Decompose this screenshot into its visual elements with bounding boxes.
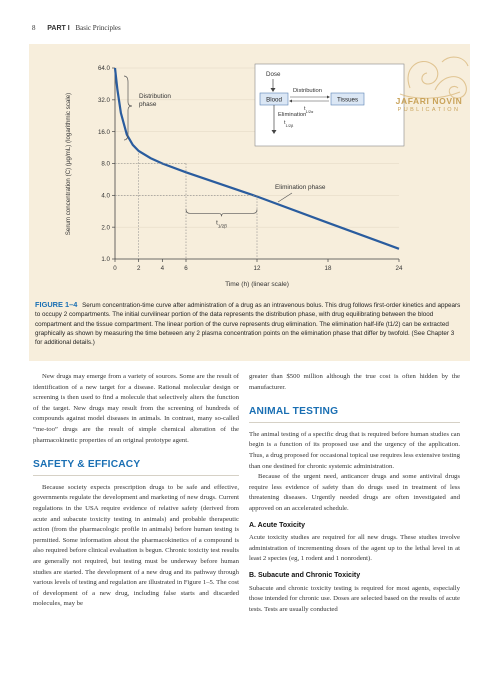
- publisher-watermark: [378, 96, 480, 113]
- safety-efficacy-paragraph: Because society expects prescription drugs to be safe and effective, governments regulate the development and marketing of new drugs. Current regulations in the USA require evidence of relative safety (derived from acute and subacute toxicity testing in animals) and probable therapeutic action (from the pharmacologic profile in animals) before human testing is permitted. Some information about the pharmacokinetics of a compound is also required before clinical evaluation is begun. Chronic toxicity test results are generally not required, but testing must be underway before human studies are started. The development of a new drug and its pathway through various levels of testing and regulation are illustrated in Figure 1–5. The cost of development of a new drug, including false starts and discarded molecules, may be: [33, 483, 239, 608]
- x-tick-label: 0: [113, 265, 117, 272]
- elimination-phase-leader: [278, 193, 292, 202]
- y-tick-label: 4.0: [101, 192, 110, 200]
- y-tick-label: 8.0: [101, 160, 110, 168]
- y-tick-label: 2.0: [101, 224, 110, 232]
- y-tick-label: 16.0: [97, 128, 110, 136]
- x-tick-label: 4: [160, 265, 165, 272]
- distribution-phase-line1: Distribution: [139, 93, 171, 100]
- half-life-marker: [115, 153, 257, 259]
- animal-testing-heading: ANIMAL TESTING: [249, 407, 460, 423]
- safety-efficacy-heading: SAFETY & EFFICACY: [33, 460, 239, 476]
- x-tick-label: 2: [136, 265, 141, 272]
- figure-caption: [35, 300, 463, 347]
- tissues-label: Tissues: [336, 96, 359, 104]
- distribution-label: Distribution: [293, 88, 322, 94]
- left-column: [33, 372, 239, 610]
- chronic-toxicity-paragraph: Subacute and chronic toxicity testing is required for most agents, especially those intended for chronic use. Doses are selected based on the results of acute tests. Tests are usually conducted: [249, 584, 460, 613]
- figure-label: FIGURE 1–4: [35, 300, 78, 309]
- acute-toxicity-heading: A. Acute Toxicity: [249, 521, 306, 529]
- y-axis-label: Serum concentration (C) (μg/mL) (logarithmic scale): [65, 92, 72, 236]
- animal-testing-paragraph-2: Because of the urgent need, anticancer drugs and some antiviral drugs require less evidence of safety than do drugs used in treatment of less threatening diseases. Urgently needed drugs are often investigated and approved on an accelerated schedule.: [249, 473, 460, 512]
- page-number: 8: [32, 24, 36, 32]
- part-label: PART I: [47, 25, 70, 32]
- publisher-logo: [380, 48, 480, 138]
- acute-toxicity-paragraph: Acute toxicity studies are required for all new drugs. These studies involve administration of incrementing doses of the agent up to the lethal level in at least 2 species (eg, 1 rodent and 1 nonrodent).: [249, 534, 460, 563]
- half-life-brace: [186, 209, 257, 216]
- x-tick-label: 24: [395, 265, 403, 272]
- half-life-label: $t_{1/2\beta}$: [216, 219, 227, 228]
- part-title: Basic Principles: [75, 24, 121, 32]
- y-tick-label: 64.0: [97, 65, 110, 73]
- running-head: [32, 24, 121, 32]
- x-tick-label: 6: [184, 265, 188, 272]
- x-axis-label: Time (h) (linear scale): [225, 281, 289, 288]
- elimination-half-life: $t_{1/2\beta}$: [284, 120, 294, 128]
- elimination-label: Elimination: [278, 112, 307, 118]
- watermark-title: JAFARI NOVIN: [395, 96, 463, 106]
- dose-label: Dose: [266, 71, 281, 78]
- right-column: [249, 372, 460, 615]
- figure-caption-text: Serum concentration-time curve after administration of a drug as an intravenous bolus. This drug follows first-order kinetics and appears to occupy 2 compartments. The initial curvilinear portion of the data represents the distribution phase, with drug equilibrating between the blood compartment and the tissue compartment. The linear portion of the curve represents drug elimination. The elimination half-life (t1/2) can be extracted graphically as shown by measuring the time between any 2 plasma concentration points on the elimination phase that differ by twofold. (See Chapter 3 for additional details.): [35, 302, 461, 347]
- x-tick-label: 12: [253, 265, 261, 272]
- elimination-phase-label: Elimination phase: [275, 184, 326, 191]
- chronic-toxicity-heading: B. Subacute and Chronic Toxicity: [249, 571, 361, 579]
- watermark-subtitle: PUBLICATION: [397, 107, 461, 113]
- distribution-phase-line2: phase: [139, 101, 157, 108]
- intro-paragraph: New drugs may emerge from a variety of sources. Some are the result of identification of a new target for a disease. Rational molecular design or screening is then used to find a molecule that selectively alters the function of the target. New drugs may result from the screening of hundreds of compounds against model diseases in animals. In contrast, many so-called “me-too” drugs are the result of simple chemical alteration of the pharmacokinetic properties of an original prototype agent.: [33, 373, 239, 444]
- distribution-phase-label: [139, 93, 173, 108]
- y-tick-label: 32.0: [97, 97, 110, 105]
- y-tick-label: 1.0: [101, 256, 110, 264]
- animal-testing-paragraph-1: The animal testing of a specific drug that is required before human studies can begin is a function of its proposed use and the urgency of the application. Thus, a drug proposed for occasional topical use requires less extensive testing than one destined for chronic systemic administration.: [249, 430, 460, 470]
- x-tick-label: 18: [324, 265, 332, 272]
- continuation-paragraph: greater than $500 million although the true cost is often hidden by the manufacturer.: [249, 373, 460, 391]
- blood-label: Blood: [266, 96, 282, 104]
- distribution-half-life: $t_{1/2\alpha}$: [304, 106, 314, 114]
